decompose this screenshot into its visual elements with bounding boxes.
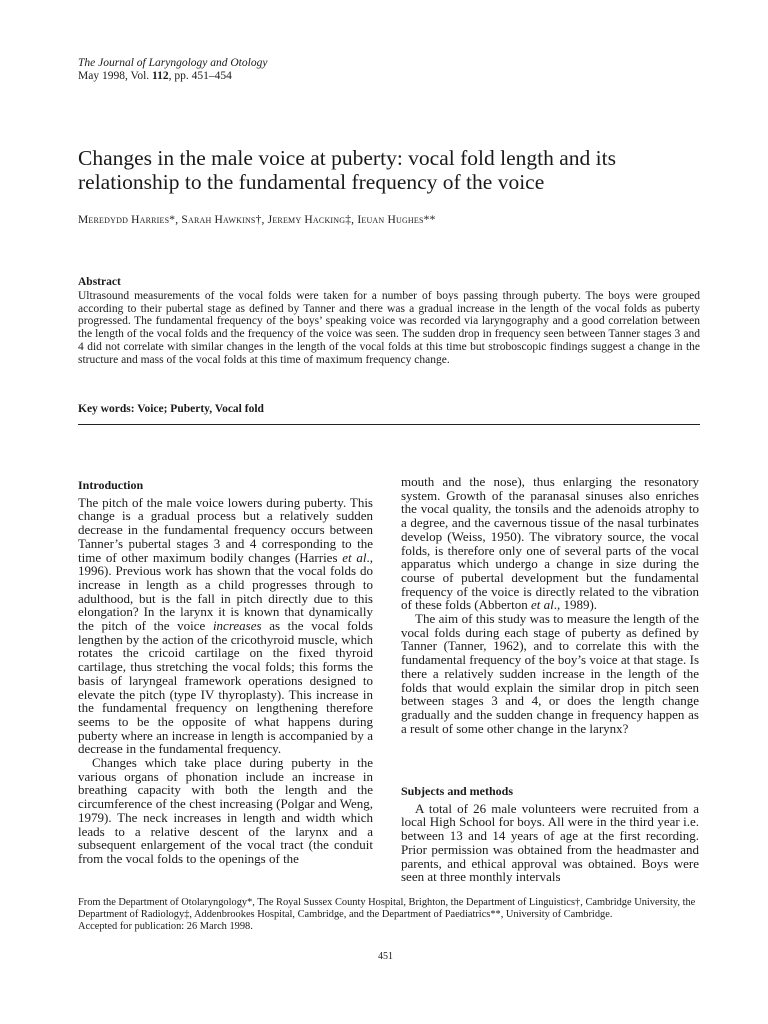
footnote bbox=[78, 897, 700, 932]
affiliations: From the Department of Otolaryngology*, The Royal Sussex County Hospital, Brighton, the Department of Linguistics†, Cambridge University, the Department of Radiology‡, Addenbrookes Hospital, Cambridge, and the Department of Paediatrics**, University of Cambridge. bbox=[78, 897, 696, 920]
methods-heading: Subjects and methods bbox=[401, 784, 514, 798]
abstract-text: Ultrasound measurements of the vocal folds were taken for a number of boys passing through puberty. The boys were grouped according to their pubertal stage as defined by Tanner and there was a gradual increase in the length of the vocal folds as puberty progressed. The fundamental frequency of the boys’ speaking voice was recorded via laryngography and a good correlation between the length of the vocal folds and the frequency of the voice was seen. The sudden drop in frequency seen between Tanner stages 3 and 4 did not correlate with similar changes in the length of the vocal folds at this time but stroboscopic findings suggest a change in the structure and mass of the vocal folds at this time of maximum frequency change. bbox=[78, 289, 700, 366]
author-list: Meredydd Harries*, Sarah Hawkins†, Jeremy Hacking‡, Ieuan Hughes** bbox=[78, 214, 436, 226]
journal-header bbox=[78, 57, 267, 82]
intro-paragraph-2: Changes which take place during puberty in the various organs of phonation include an increase in breathing capacity with both the length and the circumference of the chest increasing (Polgar and Weng, 1979). The neck increases in length and width which leads to a relative descent of the larynx and a subsequent enlargement of the vocal tract (the conduit from the vocal folds to the openings of the bbox=[78, 755, 373, 866]
intro-paragraph-1: The pitch of the male voice lowers during puberty. This change is a gradual process but a relatively sudden decrease in the fundamental frequency occurs between Tanner’s pubertal stages 3 and 4 corresponding to the time of other maximum bodily changes (Harries et al., 1996). Previous work has shown that the vocal folds do increase in length as a child progresses through to adulthood, but is the fall in pitch directly due to this elongation? In the larynx it is known that dynamically the pitch of the voice increases as the vocal folds lengthen by the action of the cricothyroid muscle, which rotates the cricoid cartilage on the fixed thyroid cartilage, thus stretching the vocal folds; this forms the basis of laryngeal framework operations designed to elevate the pitch (type IV thyroplasty). This increase in the fundamental frequency on lengthening therefore seems to be the opposite of what happens during puberty where an increase in length is accompanied by a decrease in the fundamental frequency. bbox=[78, 494, 374, 757]
paper-title: Changes in the male voice at puberty: vocal fold length and its relationship to the fundamental frequency of the voice bbox=[78, 146, 616, 194]
right-column-methods bbox=[401, 785, 699, 884]
intro-paragraph-3: mouth and the nose), thus enlarging the resonatory system. Growth of the paranasal sinuses also enriches the vocal quality, the tonsils and the adenoids atrophy to a degree, and the cavernous tissue of the nasal turbinates develop (Weiss, 1950). The vibratory source, the vocal folds, is therefore only one of several parts of the vocal apparatus which undergo a change in size during the course of pubertal development but the fundamental frequency of the voice is directly related to the vibration of these folds (Abberton et al., 1989). bbox=[401, 474, 699, 613]
right-column-top bbox=[401, 475, 699, 735]
header-divider bbox=[78, 424, 700, 425]
keywords: Key words: Voice; Puberty, Vocal fold bbox=[78, 403, 264, 415]
accepted-date: Accepted for publication: 26 March 1998. bbox=[78, 920, 253, 932]
abstract-heading: Abstract bbox=[78, 276, 121, 288]
journal-citation: May 1998, Vol. 112, pp. 451–454 bbox=[78, 69, 232, 82]
introduction-heading: Introduction bbox=[78, 478, 144, 492]
journal-name: The Journal of Laryngology and Otology bbox=[78, 57, 268, 69]
methods-paragraph-1: A total of 26 male volunteers were recruited from a local High School for boys. All were in the third year i.e. between 13 and 14 years of age at the first recording. Prior permission was obtained from the headmaster and parents, and ethical approval was obtained. Boys were seen at three monthly intervals bbox=[401, 800, 699, 885]
page-number: 451 bbox=[378, 951, 393, 962]
intro-paragraph-4: The aim of this study was to measure the length of the vocal folds during each stage of puberty as defined by Tanner (Tanner, 1962), and to correlate this with the fundamental frequency of the boy’s voice at that stage. Is there a relatively sudden increase in the length of the folds that would explain the similar drop in pitch seen between stages 3 and 4, or does the length change gradually and the sudden change in frequency happen as a result of some other change in the larynx? bbox=[401, 611, 699, 736]
left-column bbox=[78, 479, 373, 866]
journal-volume: 112 bbox=[152, 69, 169, 82]
abstract bbox=[78, 276, 700, 367]
